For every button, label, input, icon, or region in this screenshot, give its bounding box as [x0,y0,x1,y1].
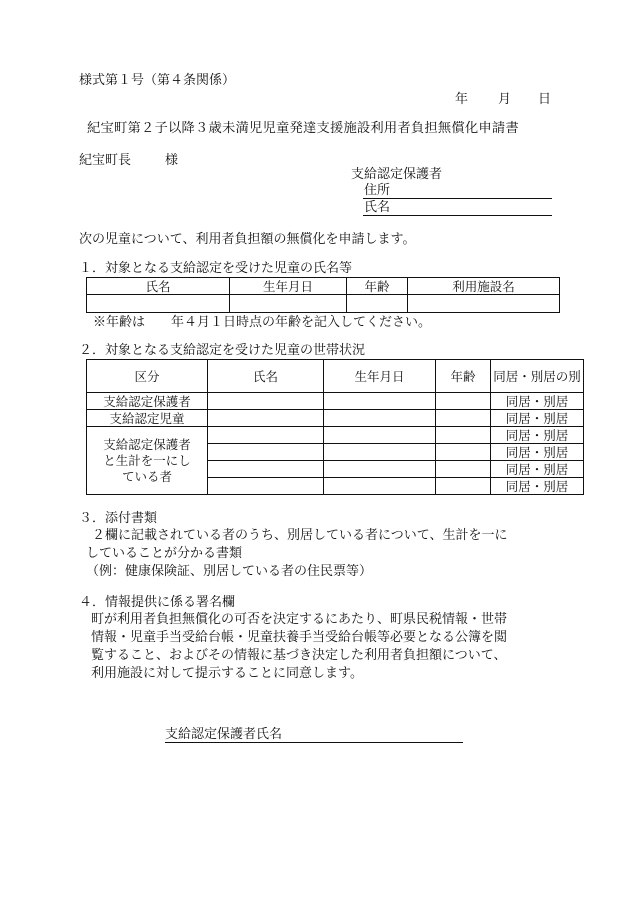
section3-line: ２欄に記載されている者のうち、別居している者について、生計を一に [92,528,508,543]
applicant-heading: 支給認定保護者 [351,167,443,182]
s2-cell[interactable] [208,478,324,495]
addressee: 紀宝町長 [79,153,132,168]
s2-cohabit-option[interactable]: 同居・別居 [491,444,584,461]
section4-body [91,611,507,683]
section3-body [86,527,507,581]
section4-line: 覧すること、およびその情報に基づき決定した利用者負担額について、 [91,648,507,663]
s1-header-age: 年齢 [347,278,408,295]
s1-header-facility: 利用施設名 [408,278,560,295]
section3-line: していることが分かる書類 [86,546,243,561]
s1-cell-birthdate[interactable] [230,295,347,313]
date-day-label: 日 [538,92,552,107]
date-month-label: 月 [498,92,512,107]
s1-cell-name[interactable] [87,295,230,313]
section1-heading: １．対象となる支給認定を受けた児童の氏名等 [79,261,353,276]
page-title: 紀宝町第２子以降３歳未満児児童発達支援施設利用者負担無償化申請書 [87,121,519,136]
s2-header-birthdate: 生年月日 [324,360,436,393]
s2-cell[interactable] [208,393,324,410]
s2-cell[interactable] [436,410,491,427]
s1-header-birthdate: 生年月日 [230,278,347,295]
section4-line: 情報・児童手当受給台帳・児童扶養手当受給台帳等必要となる公簿を閲 [91,630,508,645]
s1-cell-facility[interactable] [408,295,560,313]
section2-heading: ２．対象となる支給認定を受けた児童の世帯状況 [79,343,366,358]
s2-cell[interactable] [324,478,436,495]
s1-header-name: 氏名 [87,278,230,295]
applicant-name-line[interactable] [363,215,552,216]
honorific: 様 [165,153,179,168]
s2-header-age: 年齢 [436,360,491,393]
s2-cell[interactable] [208,461,324,478]
section3-line: （例：健康保険証、別居している者の住民票等） [86,564,373,579]
s2-cohabit-option[interactable]: 同居・別居 [491,478,584,495]
s2-row-child-label: 支給認定児童 [87,410,208,427]
section4-line: 利用施設に対して提示することに同意します。 [91,666,363,681]
s2-cell[interactable] [208,444,324,461]
s2-row-guardian-label: 支給認定保護者 [87,393,208,410]
s2-cell[interactable] [324,393,436,410]
s2-cell[interactable] [208,410,324,427]
s2-cell[interactable] [324,410,436,427]
s2-header-name: 氏名 [208,360,324,393]
s2-household-line: 支給認定保護者 [103,436,191,452]
s2-cell[interactable] [436,444,491,461]
applicant-address-label: 住所 [364,183,391,198]
section3-heading: ３．添付書類 [79,511,158,526]
s2-cell[interactable] [324,461,436,478]
date-year-label: 年 [455,92,469,107]
s2-cell[interactable] [436,478,491,495]
s2-cohabit-option[interactable]: 同居・別居 [491,461,584,478]
section1-table [86,277,560,313]
s2-cell[interactable] [436,393,491,410]
s2-header-category: 区分 [87,360,208,393]
s2-cell[interactable] [436,427,491,444]
s2-household-line: と生計を一にし [103,452,191,468]
signature-line[interactable] [165,742,463,743]
section1-note: ※年齢は 年４月１日時点の年齢を記入してください。 [93,315,432,330]
s2-cell[interactable] [436,461,491,478]
s2-cohabit-option[interactable]: 同居・別居 [491,393,584,410]
s2-cell[interactable] [208,427,324,444]
intro-text: 次の児童について、利用者負担額の無償化を申請します。 [79,232,416,247]
s2-cohabit-option[interactable]: 同居・別居 [491,427,584,444]
s1-cell-age[interactable] [347,295,408,313]
applicant-address-line[interactable] [363,198,552,199]
section2-table [86,359,584,495]
s2-row-household-label [87,427,208,495]
signature-label: 支給認定保護者氏名 [165,727,283,742]
s2-household-line: ている者 [121,468,172,484]
section4-heading: ４．情報提供に係る署名欄 [79,595,236,610]
s2-header-cohabit: 同居・別居の別 [491,360,584,393]
s2-cell[interactable] [324,444,436,461]
s2-cohabit-option[interactable]: 同居・別居 [491,410,584,427]
section4-line: 町が利用者負担無償化の可否を決定するにあたり、町県民税情報・世帯 [91,612,508,627]
s2-cell[interactable] [324,427,436,444]
form-number: 様式第１号（第４条関係） [79,73,236,88]
applicant-name-label: 氏名 [364,200,391,215]
